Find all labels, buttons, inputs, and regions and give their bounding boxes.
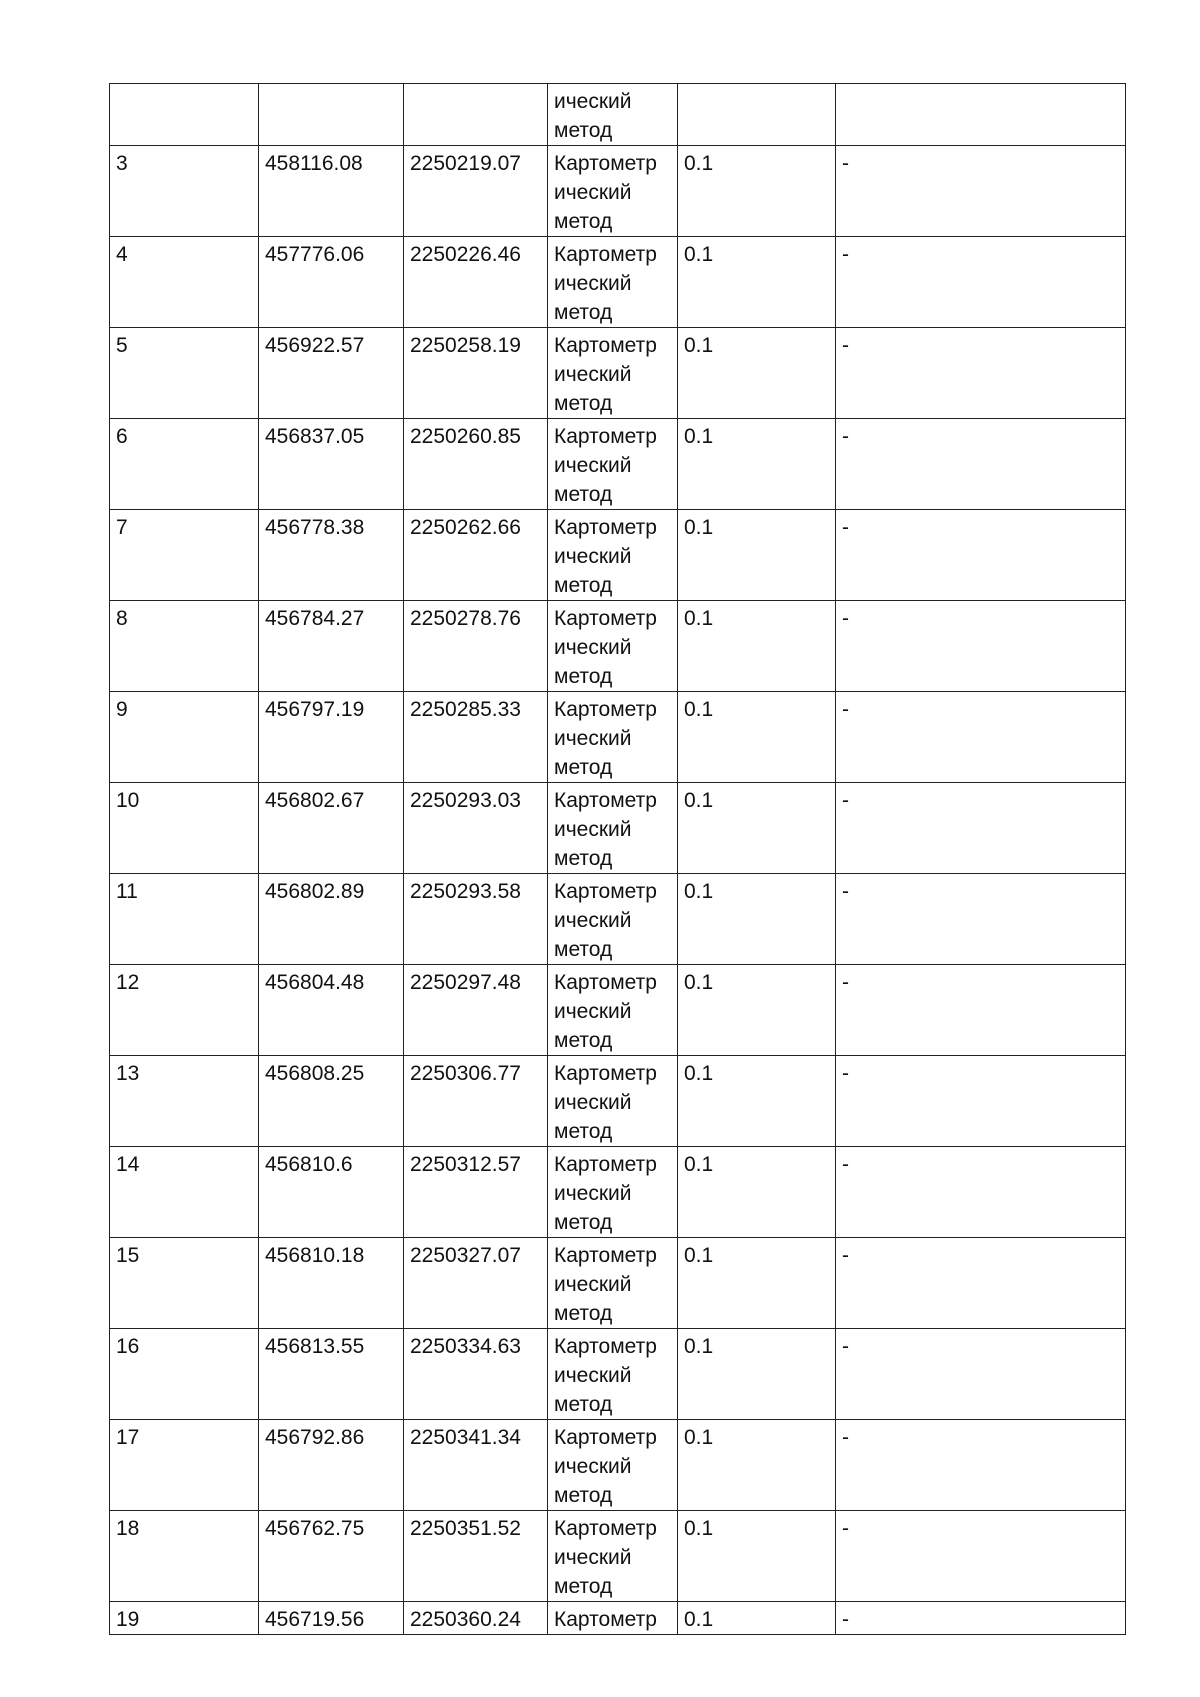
cell-y-coordinate (404, 84, 548, 146)
table-row (110, 1329, 1126, 1420)
cell-note: - (836, 965, 1126, 1056)
cell-point-number: 13 (110, 1056, 259, 1147)
cell-x-coordinate: 456810.6 (259, 1147, 404, 1238)
cell-note: - (836, 1147, 1126, 1238)
table-row (110, 146, 1126, 237)
cell-note: - (836, 510, 1126, 601)
cell-note: - (836, 1238, 1126, 1329)
cell-x-coordinate: 456813.55 (259, 1329, 404, 1420)
cell-x-coordinate: 456797.19 (259, 692, 404, 783)
cell-x-coordinate: 456808.25 (259, 1056, 404, 1147)
cell-method: Картометр ический метод (548, 874, 678, 965)
cell-accuracy: 0.1 (678, 1420, 836, 1511)
cell-point-number: 10 (110, 783, 259, 874)
cell-method: Картометр ический метод (548, 1056, 678, 1147)
cell-y-coordinate: 2250360.24 (404, 1602, 548, 1635)
cell-point-number (110, 84, 259, 146)
cell-x-coordinate: 456922.57 (259, 328, 404, 419)
cell-method: Картометр ический метод (548, 1329, 678, 1420)
cell-method: Картометр ический метод (548, 1420, 678, 1511)
cell-accuracy: 0.1 (678, 419, 836, 510)
cell-method: Картометр ический метод (548, 510, 678, 601)
cell-method: Картометр ический метод (548, 783, 678, 874)
cell-method: Картометр ический метод (548, 1147, 678, 1238)
cell-y-coordinate: 2250306.77 (404, 1056, 548, 1147)
cell-method: Картометр ический метод (548, 1238, 678, 1329)
cell-accuracy: 0.1 (678, 1329, 836, 1420)
cell-point-number: 6 (110, 419, 259, 510)
cell-note: - (836, 1511, 1126, 1602)
cell-accuracy: 0.1 (678, 601, 836, 692)
table-row (110, 1056, 1126, 1147)
cell-y-coordinate: 2250293.58 (404, 874, 548, 965)
cell-accuracy: 0.1 (678, 1238, 836, 1329)
table-row (110, 510, 1126, 601)
table-row-cut-off (110, 1602, 1126, 1635)
cell-x-coordinate: 456784.27 (259, 601, 404, 692)
table-row (110, 237, 1126, 328)
cell-accuracy: 0.1 (678, 146, 836, 237)
cell-point-number: 16 (110, 1329, 259, 1420)
cell-y-coordinate: 2250327.07 (404, 1238, 548, 1329)
cell-accuracy: 0.1 (678, 783, 836, 874)
cell-x-coordinate: 456778.38 (259, 510, 404, 601)
cell-note: - (836, 237, 1126, 328)
cell-point-number: 12 (110, 965, 259, 1056)
cell-accuracy: 0.1 (678, 692, 836, 783)
cell-point-number: 17 (110, 1420, 259, 1511)
cell-point-number: 18 (110, 1511, 259, 1602)
cell-note: - (836, 783, 1126, 874)
cell-x-coordinate: 456792.86 (259, 1420, 404, 1511)
cell-note: - (836, 419, 1126, 510)
cell-accuracy: 0.1 (678, 1511, 836, 1602)
cell-accuracy: 0.1 (678, 510, 836, 601)
cell-x-coordinate: 456837.05 (259, 419, 404, 510)
cell-note: - (836, 601, 1126, 692)
table-row (110, 783, 1126, 874)
cell-point-number: 11 (110, 874, 259, 965)
table-row (110, 1147, 1126, 1238)
cell-y-coordinate: 2250258.19 (404, 328, 548, 419)
cell-point-number: 19 (110, 1602, 259, 1635)
cell-note: - (836, 146, 1126, 237)
cell-point-number: 7 (110, 510, 259, 601)
cell-method: Картометр (548, 1602, 678, 1635)
cell-point-number: 14 (110, 1147, 259, 1238)
cell-note (836, 84, 1126, 146)
cell-y-coordinate: 2250278.76 (404, 601, 548, 692)
cell-method: Картометр ический метод (548, 237, 678, 328)
cell-accuracy (678, 84, 836, 146)
table-row (110, 692, 1126, 783)
cell-x-coordinate: 456762.75 (259, 1511, 404, 1602)
cell-method: Картометр ический метод (548, 601, 678, 692)
cell-method: Картометр ический метод (548, 965, 678, 1056)
cell-y-coordinate: 2250285.33 (404, 692, 548, 783)
coordinates-table-body (110, 84, 1126, 1635)
cell-note: - (836, 1420, 1126, 1511)
cell-note: - (836, 692, 1126, 783)
cell-x-coordinate: 456804.48 (259, 965, 404, 1056)
cell-y-coordinate: 2250334.63 (404, 1329, 548, 1420)
cell-x-coordinate: 457776.06 (259, 237, 404, 328)
coordinates-table (109, 83, 1126, 1635)
table-row (110, 1511, 1126, 1602)
cell-accuracy: 0.1 (678, 1602, 836, 1635)
cell-y-coordinate: 2250219.07 (404, 146, 548, 237)
cell-accuracy: 0.1 (678, 237, 836, 328)
table-row (110, 874, 1126, 965)
cell-note: - (836, 328, 1126, 419)
cell-y-coordinate: 2250297.48 (404, 965, 548, 1056)
cell-note: - (836, 1329, 1126, 1420)
cell-method: Картометр ический метод (548, 692, 678, 783)
cell-y-coordinate: 2250341.34 (404, 1420, 548, 1511)
cell-point-number: 5 (110, 328, 259, 419)
cell-point-number: 15 (110, 1238, 259, 1329)
table-row (110, 965, 1126, 1056)
cell-method: Картометр ический метод (548, 146, 678, 237)
cell-accuracy: 0.1 (678, 1056, 836, 1147)
cell-x-coordinate: 458116.08 (259, 146, 404, 237)
cell-method: ический метод (548, 84, 678, 146)
cell-point-number: 4 (110, 237, 259, 328)
cell-y-coordinate: 2250262.66 (404, 510, 548, 601)
cell-x-coordinate (259, 84, 404, 146)
cell-y-coordinate: 2250293.03 (404, 783, 548, 874)
cell-note: - (836, 1602, 1126, 1635)
cell-method: Картометр ический метод (548, 328, 678, 419)
cell-note: - (836, 1056, 1126, 1147)
cell-y-coordinate: 2250351.52 (404, 1511, 548, 1602)
cell-y-coordinate: 2250312.57 (404, 1147, 548, 1238)
cell-y-coordinate: 2250260.85 (404, 419, 548, 510)
table-row (110, 601, 1126, 692)
cell-method: Картометр ический метод (548, 419, 678, 510)
table-row (110, 1238, 1126, 1329)
cell-x-coordinate: 456802.89 (259, 874, 404, 965)
cell-point-number: 8 (110, 601, 259, 692)
cell-accuracy: 0.1 (678, 965, 836, 1056)
table-row (110, 1420, 1126, 1511)
cell-x-coordinate: 456719.56 (259, 1602, 404, 1635)
cell-point-number: 9 (110, 692, 259, 783)
table-row (110, 419, 1126, 510)
cell-accuracy: 0.1 (678, 874, 836, 965)
cell-x-coordinate: 456810.18 (259, 1238, 404, 1329)
table-row (110, 328, 1126, 419)
cell-accuracy: 0.1 (678, 328, 836, 419)
cell-point-number: 3 (110, 146, 259, 237)
table-row-continued (110, 84, 1126, 146)
cell-note: - (836, 874, 1126, 965)
cell-method: Картометр ический метод (548, 1511, 678, 1602)
cell-accuracy: 0.1 (678, 1147, 836, 1238)
cell-x-coordinate: 456802.67 (259, 783, 404, 874)
cell-y-coordinate: 2250226.46 (404, 237, 548, 328)
